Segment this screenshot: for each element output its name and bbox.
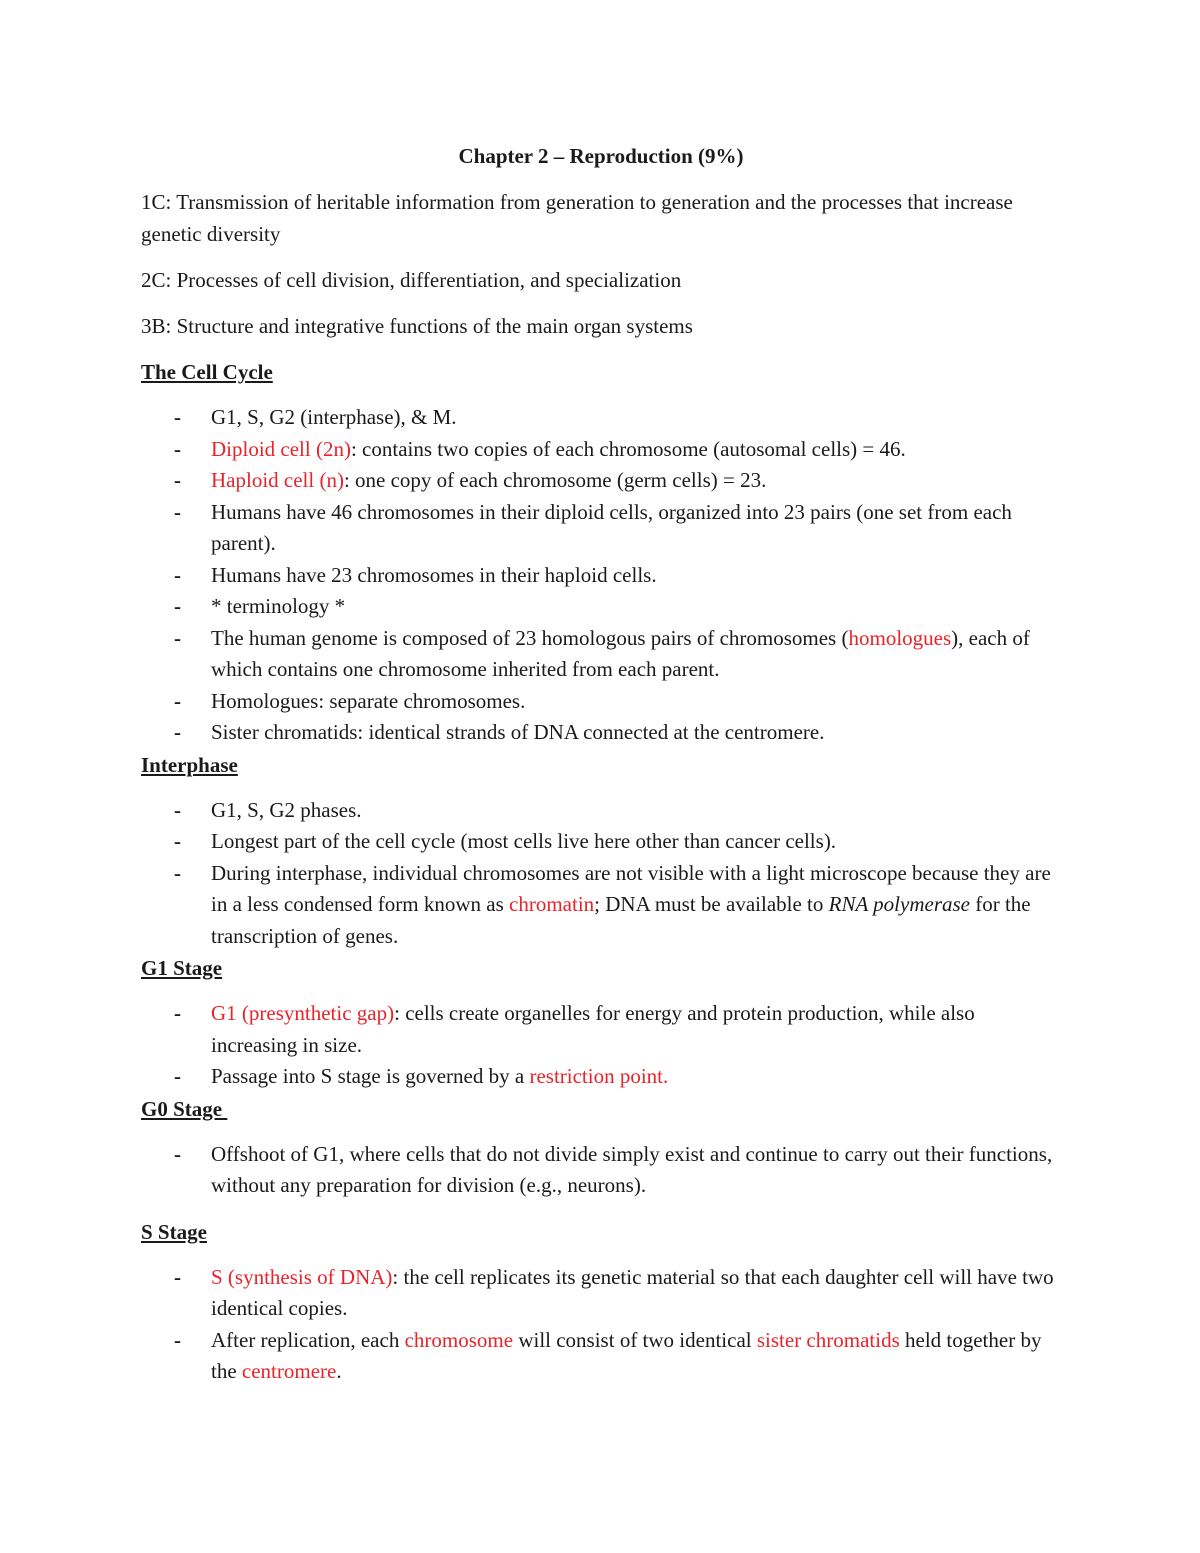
- bullet-dash: -: [174, 797, 181, 822]
- list-g1-stage: [141, 998, 1061, 1093]
- heading-g0-stage: G0 Stage: [141, 1096, 228, 1121]
- term-highlight: Haploid cell (n): [211, 468, 344, 492]
- list-cell-cycle: [141, 402, 1061, 749]
- bullet-dash: -: [174, 594, 181, 618]
- list-item: - G1, S, G2 (interphase), & M.: [141, 402, 1061, 434]
- bullet-dash: -: [174, 405, 181, 429]
- heading-s-stage: S Stage: [141, 1219, 207, 1244]
- bullet-dash: -: [174, 436, 181, 461]
- list-item: - Homologues: separate chromosomes.: [141, 686, 1061, 718]
- bullet-dash: -: [174, 1327, 181, 1352]
- bullet-dash: -: [174, 562, 181, 587]
- bullet-dash: -: [174, 860, 181, 885]
- list-item: - G1, S, G2 phases.: [141, 795, 1061, 827]
- bullet-dash: -: [174, 625, 181, 650]
- list-item: - Longest part of the cell cycle (most cells live here other than cancer cells).: [141, 826, 1061, 858]
- bullet-dash: -: [174, 499, 181, 524]
- page-title: Chapter 2 – Reproduction (9%): [458, 144, 744, 168]
- list-item: - Diploid cell (2n): contains two copies of each chromosome (autosomal cells) = 46.: [141, 434, 1061, 466]
- list-item: - The human genome is composed of 23 homologous pairs of chromosomes (homologues), each of which contains one chromosome inherited from each parent.: [141, 623, 1061, 686]
- bullet-dash: -: [174, 1001, 181, 1025]
- heading-interphase: Interphase: [141, 752, 238, 777]
- bullet-dash: -: [174, 720, 181, 744]
- heading-g1-stage: G1 Stage: [141, 956, 223, 980]
- list-item: - Humans have 23 chromosomes in their haploid cells.: [141, 560, 1061, 592]
- list-item: - During interphase, individual chromosomes are not visible with a light microscope because they are in a less condensed form known as chromatin; DNA must be available to RNA polymerase for the transcription of genes.: [141, 858, 1061, 953]
- term-highlight: sister chromatids: [756, 1327, 900, 1352]
- bullet-dash: -: [174, 468, 181, 492]
- bullet-dash: -: [174, 829, 181, 853]
- document-page: [141, 140, 1061, 1388]
- list-item: - * terminology *: [141, 591, 1061, 623]
- intro-objective-2c: 2C: Processes of cell division, differentiation, and specialization: [141, 268, 682, 292]
- list-item: - Sister chromatids: identical strands of DNA connected at the centromere.: [141, 717, 1061, 749]
- list-item: - After replication, each chromosome will consist of two identical sister chromatids held together by the centromere.: [141, 1325, 1061, 1388]
- bullet-dash: -: [174, 1264, 181, 1289]
- term-highlight: G1 (presynthetic gap): [211, 1001, 395, 1025]
- term-highlight: Diploid cell (2n): [211, 436, 351, 461]
- intro-objective-1c: 1C: Transmission of heritable information from generation to generation and the processes that increase genetic diversity: [141, 190, 1013, 246]
- list-item: - Haploid cell (n): one copy of each chromosome (germ cells) = 23.: [141, 465, 1061, 497]
- list-item: - Humans have 46 chromosomes in their diploid cells, organized into 23 pairs (one set from each parent).: [141, 497, 1061, 560]
- list-item: - G1 (presynthetic gap): cells create organelles for energy and protein production, while also increasing in size.: [141, 998, 1061, 1061]
- term-highlight: homologues: [848, 625, 952, 650]
- bullet-dash: -: [174, 688, 181, 713]
- bullet-dash: -: [174, 1141, 181, 1166]
- term-highlight: restriction point.: [529, 1064, 669, 1088]
- heading-cell-cycle: The Cell Cycle: [141, 360, 273, 384]
- term-highlight: S (synthesis of DNA): [211, 1264, 393, 1289]
- list-s-stage: [141, 1262, 1061, 1388]
- italic-term: RNA polymerase: [828, 892, 970, 916]
- list-interphase: [141, 795, 1061, 953]
- list-item: - Passage into S stage is governed by a restriction point.: [141, 1061, 1061, 1093]
- intro-objective-3b: 3B: Structure and integrative functions of the main organ systems: [141, 314, 693, 338]
- list-g0-stage: [141, 1139, 1061, 1202]
- list-item: - S (synthesis of DNA): the cell replicates its genetic material so that each daughter cell will have two identical copies.: [141, 1262, 1061, 1325]
- term-highlight: centromere: [241, 1359, 337, 1383]
- bullet-dash: -: [174, 1064, 181, 1088]
- term-highlight: chromosome: [404, 1327, 514, 1352]
- list-item: - Offshoot of G1, where cells that do not divide simply exist and continue to carry out their functions, without any preparation for division (e.g., neurons).: [141, 1139, 1061, 1202]
- term-highlight: chromatin: [509, 892, 595, 916]
